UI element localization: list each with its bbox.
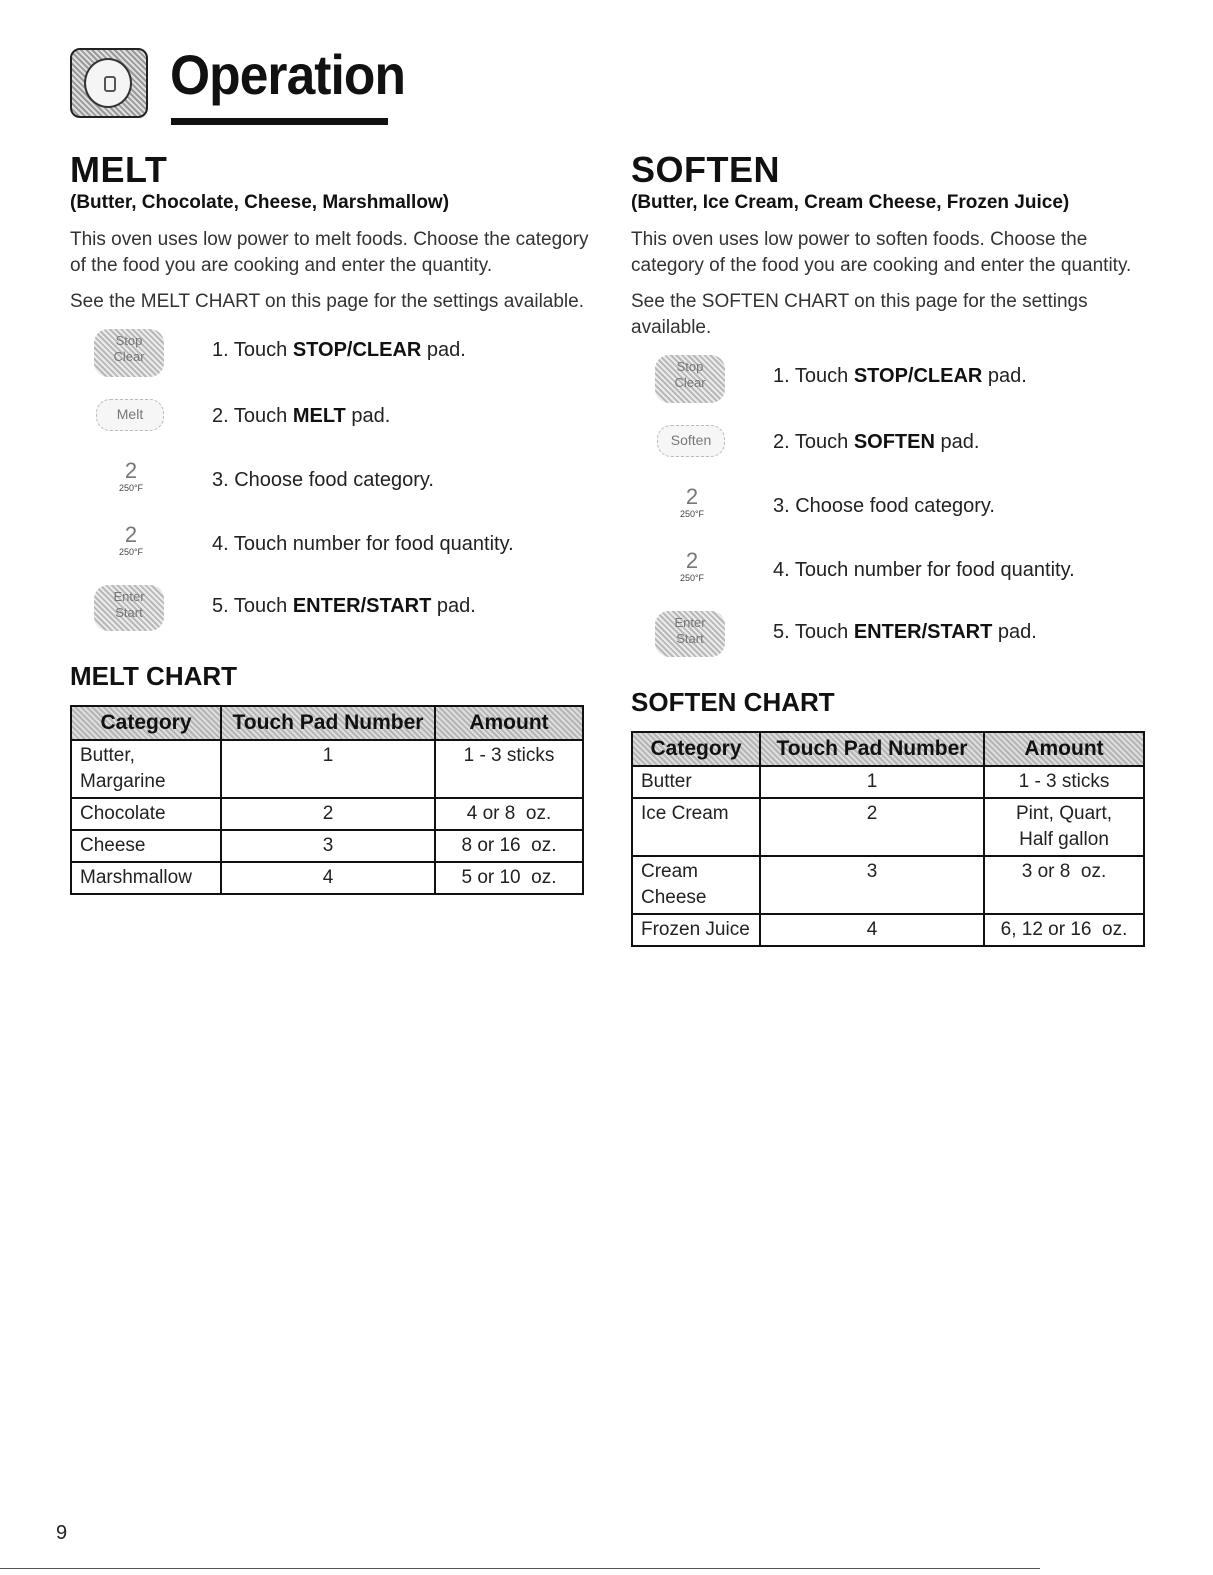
number-pad-icon: 2 250°F (679, 484, 705, 519)
category-cell: Chocolate (71, 798, 221, 830)
soften-step-3 (631, 485, 1151, 545)
table-row (632, 914, 1144, 946)
number-cell: 4 (760, 914, 984, 946)
melt-section (70, 150, 590, 895)
melt-step-1-text: 1. Touch STOP/CLEAR pad. (212, 339, 466, 361)
table-row (71, 830, 583, 862)
melt-step-5 (70, 585, 590, 645)
number-cell: 2 (760, 798, 984, 856)
melt-step-1 (70, 329, 590, 389)
title-underline (171, 118, 388, 125)
column-header: Amount (435, 706, 583, 740)
microwave-dial-icon (70, 48, 148, 118)
melt-step-3-text: 3. Choose food category. (212, 469, 434, 491)
category-cell: Ice Cream (632, 798, 760, 856)
page-title: Operation (170, 43, 406, 106)
soften-section (631, 150, 1151, 947)
soften-step-1 (631, 355, 1151, 415)
amount-cell: 8 or 16 oz. (435, 830, 583, 862)
number-pad-icon: 2 250°F (118, 458, 144, 493)
category-cell: Frozen Juice (632, 914, 760, 946)
soften-step-5-text: 5. Touch ENTER/START pad. (773, 621, 1037, 643)
page-number: 9 (56, 1522, 68, 1544)
category-cell: Cream Cheese (632, 856, 760, 914)
table-row (71, 862, 583, 894)
melt-chart-title: MELT CHART (70, 661, 238, 691)
melt-chart-table (70, 705, 584, 895)
table-row (632, 856, 1144, 914)
amount-cell: 5 or 10 oz. (435, 862, 583, 894)
soften-step-2-text: 2. Touch SOFTEN pad. (773, 431, 980, 453)
category-cell: Marshmallow (71, 862, 221, 894)
amount-cell: 3 or 8 oz. (984, 856, 1144, 914)
soften-step-5 (631, 611, 1151, 671)
category-cell: Cheese (71, 830, 221, 862)
soften-chart-table (631, 731, 1145, 947)
enter-start-pad-icon: Enter Start (647, 611, 735, 663)
soften-step-2 (631, 421, 1151, 481)
amount-cell: 1 - 3 sticks (984, 766, 1144, 798)
number-cell: 1 (760, 766, 984, 798)
melt-pad-icon: Melt (86, 395, 174, 447)
bottom-rule (0, 1568, 1040, 1569)
column-header: Category (71, 706, 221, 740)
column-header: Touch Pad Number (760, 732, 984, 766)
table-row (71, 740, 583, 798)
soften-step-4-text: 4. Touch number for food quantity. (773, 559, 1075, 581)
melt-step-5-text: 5. Touch ENTER/START pad. (212, 595, 476, 617)
melt-step-2 (70, 395, 590, 455)
number-cell: 3 (221, 830, 435, 862)
soften-step-1-text: 1. Touch STOP/CLEAR pad. (773, 365, 1027, 387)
soften-steps (631, 349, 1151, 679)
table-row (632, 766, 1144, 798)
number-cell: 3 (760, 856, 984, 914)
enter-start-pad-icon: Enter Start (86, 585, 174, 637)
soften-step-3-text: 3. Choose food category. (773, 495, 995, 517)
column-header: Touch Pad Number (221, 706, 435, 740)
soften-chart-title: SOFTEN CHART (631, 687, 835, 717)
number-cell: 4 (221, 862, 435, 894)
soften-pad-icon: Soften (647, 421, 735, 473)
column-header: Category (632, 732, 760, 766)
melt-steps (70, 323, 590, 653)
soften-intro: This oven uses low power to soften foods. Choose the category of the food you are cooking and enter the quantity. (631, 229, 1132, 276)
soften-step-4 (631, 549, 1151, 609)
melt-intro: This oven uses low power to melt foods. Choose the category of the food you are cooking and enter the quantity. (70, 229, 589, 276)
category-cell: Butter (632, 766, 760, 798)
table-row (632, 798, 1144, 856)
melt-chart-reference: See the MELT CHART on this page for the settings available. (70, 291, 584, 312)
melt-title: MELT (70, 149, 168, 190)
soften-title: SOFTEN (631, 149, 781, 190)
amount-cell: 1 - 3 sticks (435, 740, 583, 798)
soften-chart-reference: See the SOFTEN CHART on this page for the settings available. (631, 291, 1088, 338)
table-row (71, 798, 583, 830)
page-header (70, 42, 406, 132)
number-cell: 2 (221, 798, 435, 830)
amount-cell: 6, 12 or 16 oz. (984, 914, 1144, 946)
stop-clear-pad-icon: Stop Clear (86, 329, 174, 381)
amount-cell: Pint, Quart, Half gallon (984, 798, 1144, 856)
amount-cell: 4 or 8 oz. (435, 798, 583, 830)
melt-step-2-text: 2. Touch MELT pad. (212, 405, 391, 427)
number-pad-icon: 2 250°F (679, 548, 705, 583)
soften-subtitle: (Butter, Ice Cream, Cream Cheese, Frozen Juice) (631, 192, 1070, 213)
stop-clear-pad-icon: Stop Clear (647, 355, 735, 407)
melt-step-4 (70, 523, 590, 583)
number-cell: 1 (221, 740, 435, 798)
number-pad-icon: 2 250°F (118, 522, 144, 557)
column-header: Amount (984, 732, 1144, 766)
melt-subtitle: (Butter, Chocolate, Cheese, Marshmallow) (70, 192, 450, 213)
category-cell: Butter, Margarine (71, 740, 221, 798)
melt-step-3 (70, 459, 590, 519)
melt-step-4-text: 4. Touch number for food quantity. (212, 533, 514, 555)
